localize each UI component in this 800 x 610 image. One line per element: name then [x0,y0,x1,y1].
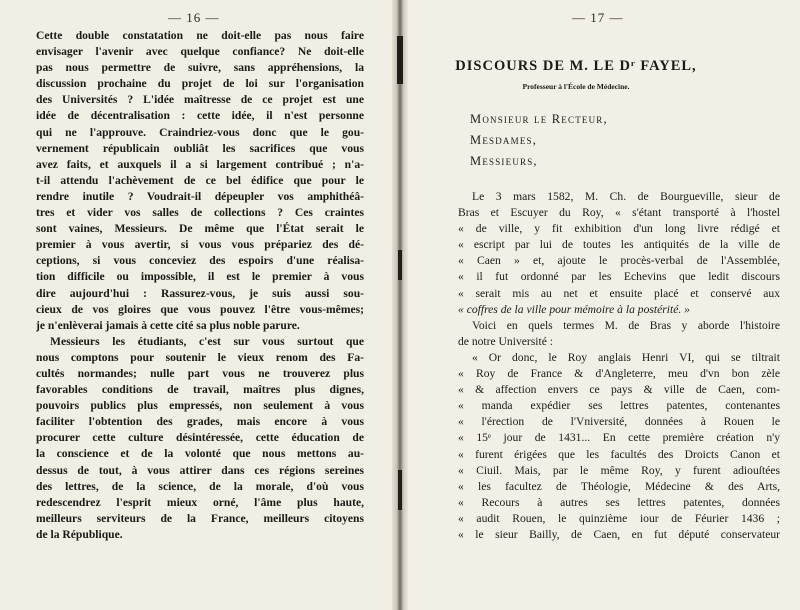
text-line: « les facultez de Théologie, Médecine & des Arts, [458,479,780,493]
text-line: dire aujourd'hui : Rassurez-vous, je suis aussi sou- [36,286,364,300]
text-line: « il fut ordonné par les Echevins que ledit discours [458,270,780,284]
right-body-text [458,189,780,543]
text-line: nous comptons pour soutenir le vieux renom des Fa- [36,350,364,364]
text-line: tion difficile ou impossible, il est le premier à vous [36,270,364,284]
text-line: des lettres, de la science, de la morale, d'où vous [36,479,364,493]
text-line: favorables conditions de travail, maîtres plus dignes, [36,383,364,397]
text-line: cultés normandes; nulle part vous ne trouverez plus [36,366,364,380]
text-line: « Ciuil. Mais, par le même Roy, y furent adiouſtées [458,463,780,477]
text-line: qui ne l'approuve. Craindriez-vous donc que le gou- [36,125,364,139]
text-line: je n'enlèverai jamais à cette cité sa plus noble parure. [36,318,300,332]
text-line: meilleurs serviteurs de la France, meilleurs citoyens [36,511,364,525]
text-line: la conscience et de la volonté que nous mettons au- [36,447,364,461]
text-line: cieux de vos gloires que vous pouvez l'être vous-mêmes; [36,302,364,316]
text-line: rendre inutile ? Voudrait-il dépeupler vos amphithéâ- [36,189,364,203]
text-line: Voici en quels termes M. de Bras y aborde l'histoire [472,318,780,332]
text-line: sont vaines, Messieurs. De même que l'État serait le [36,222,364,236]
page-number-right: — 17 — [572,10,624,25]
text-line: ceptions, si vous conceviez des espoirs d'une réalisa- [36,254,364,268]
discourse-title: DISCOURS DE M. LE Dʳ FAYEL, [455,58,697,74]
text-line: avez faits, et auxquels il a si largement contribué ; n'a- [36,157,364,171]
text-line: vernement républicain oubliât les sacrifices que vous [36,141,364,155]
text-line: Le 3 mars 1582, M. Ch. de Bourgueville, sieur de [472,190,780,203]
text-line: « le sieur Bailly, de Caen, en fut député conservateur [458,527,780,541]
speaker-affiliation: Professeur à l'École de Médecine. [522,82,630,91]
gutter-binding-mark [398,250,402,280]
text-line: « escript par lui de toutes les antiquités de la ville de [458,238,780,252]
text-line: Messieurs les étudiants, c'est sur vous surtout que [50,334,364,348]
text-line: des Universités ? L'idée maîtresse de ce projet est une [36,93,364,107]
text-line: pas nous permettre de suivre, sans appréhensions, la [36,61,364,75]
text-line: « Roy de France & d'Angleterre, meu d'vn bon zèle [458,367,780,381]
gutter-binding-mark [398,470,402,510]
text-line: faciliter l'obtention des grades, mais encore à vous [36,415,364,429]
text-line: « Or donc, le Roy anglais Henri VI, qui se tiltrait [472,350,780,364]
text-line: « Recours à autres ses lettres patentes, données [458,495,780,509]
text-line: de notre Université : [458,334,553,348]
page-number-left: — 16 — [168,10,220,25]
text-line: pouvoirs publics plus empressés, non seulement à vous [36,399,364,413]
text-line: dessus de tout, à vous attirer dans ces régions sereines [36,463,364,477]
salutation-line: Monsieur le Recteur, [470,112,608,126]
left-body-text [36,28,364,543]
text-line: procurer cette culture désintéressée, cette éducation de [36,431,364,445]
text-line: « audit Rouen, le quinzième iour de Féurier 1436 ; [458,511,780,525]
text-line: premier à vous avertir, si vous vous prépariez des dé- [36,238,364,252]
text-line: « furent érigées que les facultés des Droicts Canon et [458,447,780,461]
text-line: Cette double constatation ne doit-elle pas nous faire [36,29,364,42]
text-line: « 15ᵉ jour de 1431... En cette première création n'y [458,431,780,445]
salutation-line: Messieurs, [470,154,538,168]
text-line: de la République. [36,527,123,541]
text-line: idée de décentralisation : cette idée, il n'est personne [36,109,364,123]
text-line: « Caen » et, ajoute le procès-verbal de l'Assemblée, [458,254,780,268]
left-page [0,0,398,610]
text-line: t-il attendu l'achèvement de ce bel édifice que pour le [36,173,364,187]
text-line: « manda expédier ses lettres patentes, contenantes [458,399,780,413]
text-line: « de ville, y fit exhibition d'un long livre rédigé et [458,222,780,236]
salutation-line: Mesdames, [470,133,538,147]
text-line: « & affection envers ce pays & ville de Caen, com- [458,383,780,397]
text-line: tres et vider vos salles de collections ? Ces craintes [36,206,364,220]
text-line: redescendrez l'esprit mieux orné, l'âme plus haute, [36,495,364,509]
text-line: « l'érection de l'Vniversité, données à Rouen le [458,415,780,429]
book-gutter [392,0,408,610]
text-line: envisager l'avenir avec quelque confiance? Ne doit-elle [36,45,364,59]
text-line: Bras et Escuyer du Roy, « s'étant transporté à l'hostel [458,206,780,220]
text-line: « coffres de la ville pour mémoire à la postérité. » [458,302,690,316]
text-line: « serait mis au net et ensuite placé et conservé aux [458,286,780,300]
text-line: discussion prochaine du projet de loi sur l'organisation [36,77,364,91]
